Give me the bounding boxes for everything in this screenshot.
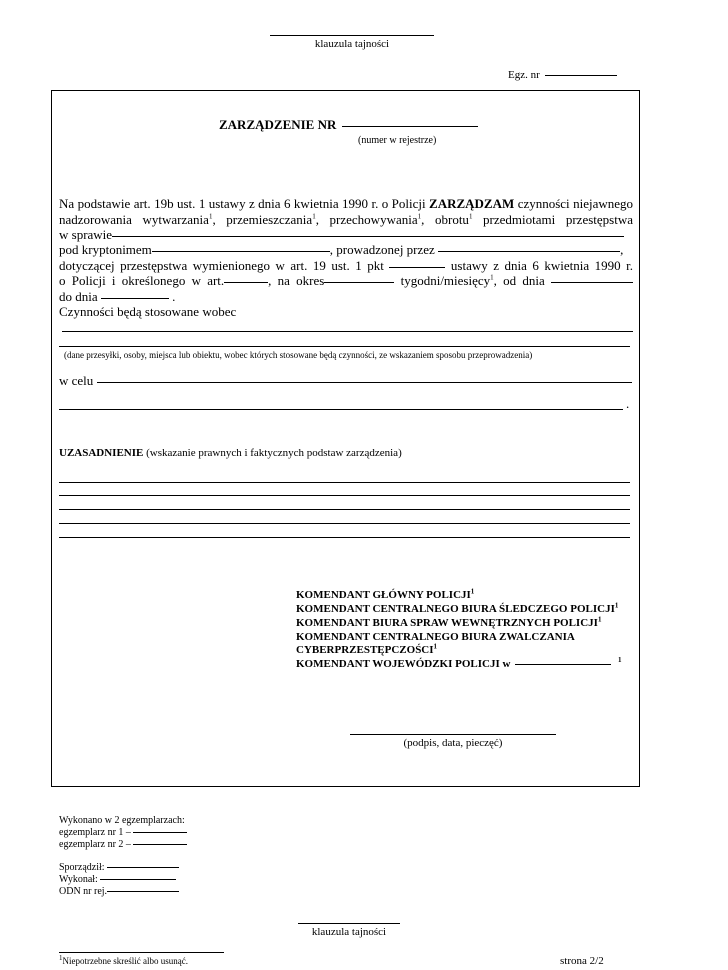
body-line-7: do dnia . (59, 289, 176, 304)
signature-line[interactable] (350, 734, 556, 735)
codename-blank[interactable] (152, 250, 330, 252)
start-date-blank[interactable] (551, 281, 633, 283)
justification-line-3[interactable] (59, 509, 630, 510)
target-line-1[interactable] (62, 331, 633, 332)
executed-by-blank[interactable] (100, 878, 176, 880)
odn-number-blank[interactable] (107, 890, 179, 892)
voivodeship-blank[interactable] (515, 663, 611, 665)
authority-2: KOMENDANT CENTRALNEGO BIURA ŚLEDCZEGO POLICJI$^1$ (296, 601, 619, 615)
copy-1: egzemplarz nr 1 – (59, 827, 187, 839)
copy-2: egzemplarz nr 2 – (59, 839, 187, 851)
body-line-1: Na podstawie art. 19b ust. 1 ustawy z dnia 6 kwietnia 1990 r. o Policji ZARZĄDZAM czynności niejawnego (59, 196, 634, 211)
clause-top-label: klauzula tajności (314, 38, 390, 50)
clause-top-line (270, 35, 434, 36)
purpose-blank[interactable] (97, 381, 632, 383)
article-blank[interactable] (224, 281, 268, 283)
body-line-4: pod kryptonimem , prowadzonej przez , (59, 242, 624, 257)
authority-6: KOMENDANT WOJEWÓDZKI POLICJI w $^1$ (296, 656, 622, 670)
order-number-blank[interactable] (342, 125, 478, 127)
target-note: (dane przesyłki, osoby, miejsca lub obiektu, wobec których stosowane będą czynności, ze wskazaniem sposobu przeprowadzenia) (64, 350, 533, 360)
footnote: $^1$Niepotrzebne skreślić albo usunąć. (59, 954, 188, 966)
authority-1: KOMENDANT GŁÓWNY POLICJI$^1$ (296, 587, 475, 601)
justification-line-4[interactable] (59, 523, 630, 524)
authority-5: CYBERPRZESTĘPCZOŚCI$^1$ (296, 642, 438, 656)
purpose-line: w celu (59, 374, 633, 388)
prepared-by: Sporządził: (59, 862, 179, 874)
body-line-2: nadzorowania wytwarzania$^1$, przemieszczania$^1$, przechowywania$^1$, obrotu$^1$ przedmiotami przestępstwa (59, 212, 633, 227)
authority-3: KOMENDANT BIURA SPRAW WEWNĘTRZNYCH POLICJI$^1$ (296, 615, 602, 629)
end-date-blank[interactable] (101, 297, 169, 299)
justification-line-2[interactable] (59, 495, 630, 496)
executed-by: Wykonał: (59, 874, 176, 886)
order-frame (51, 90, 640, 787)
clause-bottom-label: klauzula tajności (311, 926, 387, 938)
footnote-separator (59, 952, 224, 953)
copy-number-blank[interactable] (545, 74, 617, 76)
order-title-sub: (numer w rejestrze) (358, 135, 437, 146)
copy-1-blank[interactable] (133, 831, 187, 833)
justification-line-1[interactable] (59, 482, 630, 483)
odn-number: ODN nr rej. (59, 886, 179, 898)
justification-line-5[interactable] (59, 537, 630, 538)
signature-caption: (podpis, data, pieczęć) (403, 737, 503, 749)
body-line-5: dotyczącej przestępstwa wymienionego w art. 19 ust. 1 pkt ustawy z dnia 6 kwietnia 1990 r. (59, 258, 634, 273)
body-line-8: Czynności będą stosowane wobec (59, 304, 237, 319)
case-blank[interactable] (112, 235, 624, 237)
point-blank[interactable] (389, 266, 445, 268)
purpose-end: . (626, 396, 630, 411)
target-line-2[interactable] (59, 346, 630, 347)
body-line-6: o Policji i określonego w art. , na okres tygodni/miesięcy$^1$, od dnia (59, 274, 633, 288)
period-blank[interactable] (324, 281, 394, 283)
purpose-line-2[interactable] (59, 409, 623, 410)
copy-number-label: Egz. nr (508, 69, 617, 82)
prepared-by-blank[interactable] (107, 866, 179, 868)
clause-bottom-line (298, 923, 400, 924)
conducted-by-blank[interactable] (438, 250, 620, 252)
page-number: strona 2/2 (560, 955, 604, 967)
copies-made: Wykonano w 2 egzemplarzach: (59, 815, 185, 826)
justification-heading: UZASADNIENIE (wskazanie prawnych i faktycznych podstaw zarządzenia) (59, 447, 402, 459)
copy-2-blank[interactable] (133, 843, 187, 845)
authority-4: KOMENDANT CENTRALNEGO BIURA ZWALCZANIA (296, 631, 575, 643)
order-title: ZARZĄDZENIE NR (219, 118, 478, 132)
body-line-3: w sprawie (59, 228, 633, 242)
